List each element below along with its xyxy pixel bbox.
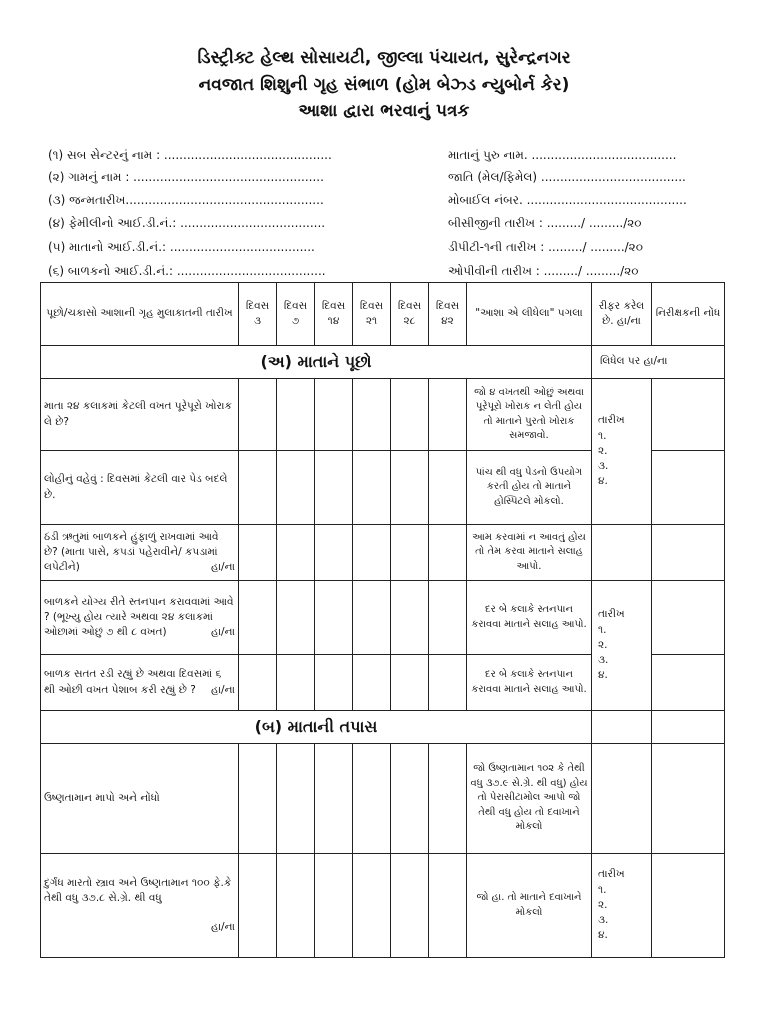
referral-date-label: તારીખ <box>598 608 625 621</box>
info-row <box>36 240 736 260</box>
action-cell: આમ કરવામાં ન આવતું હોય તો તેમ કરવા માતાને સલાહ આપો. <box>467 525 592 581</box>
day-number: ૩ <box>254 315 261 327</box>
question-cell <box>41 525 239 581</box>
day-check-cell[interactable] <box>277 525 315 581</box>
yes-no-option[interactable]: હા/ના <box>211 626 235 639</box>
info-field-right[interactable]: બીસીજીની તારીખ : ........./ ........./૨૦ <box>448 216 642 230</box>
day-column-header <box>391 283 429 346</box>
info-field-left[interactable]: (૨) ગામનું નામ : .................................................. <box>48 170 324 184</box>
referral-cell[interactable] <box>592 581 652 711</box>
column-note-header: નિરીક્ષકની નોંધ <box>652 283 725 346</box>
day-check-cell[interactable] <box>315 581 353 655</box>
district-title: ડિસ્ટ્રીક્ટ હેલ્થ સોસાયટી, જીલ્લા પંચાયત, સુરેન્દ્રનગર <box>197 48 571 68</box>
note-cell[interactable] <box>652 854 725 958</box>
table-row <box>41 581 725 655</box>
question-text: બાળકને યોગ્ય રીતે સ્તનપાન કરાવવામાં આવે ? (ભૂખ્યુ હોય ત્યારે અથવા ૨૪ કલાકમાં ઓછામાં ઓછું ૭ થી ૮ વખત) <box>44 595 234 639</box>
day-column-header <box>353 283 391 346</box>
question-cell <box>41 854 239 958</box>
referral-cell[interactable] <box>592 854 652 958</box>
day-check-cell[interactable] <box>391 379 429 451</box>
day-check-cell[interactable] <box>353 379 391 451</box>
referral-item: ૪. <box>598 929 608 942</box>
action-cell: દર બે કલાકે સ્તનપાન કરાવવા માતાને સલાહ આપો. <box>467 581 592 655</box>
info-row <box>36 216 736 236</box>
day-check-cell[interactable] <box>391 581 429 655</box>
day-check-cell[interactable] <box>353 581 391 655</box>
day-check-cell[interactable] <box>391 854 429 958</box>
day-check-cell[interactable] <box>353 854 391 958</box>
info-row <box>36 148 736 168</box>
referral-cell[interactable] <box>592 744 652 854</box>
table-row <box>41 854 725 958</box>
day-check-cell[interactable] <box>315 525 353 581</box>
day-check-cell[interactable] <box>239 655 277 711</box>
info-field-left[interactable]: (૩) જન્મતારીખ.................................................... <box>48 193 324 207</box>
action-cell: દર બે કલાકે સ્તનપાન કરાવવા માતાને સલાહ આપો. <box>467 655 592 711</box>
referral-item: ૨. <box>598 444 608 457</box>
day-number: ૨૮ <box>403 315 416 327</box>
referral-item: ૪. <box>598 475 608 488</box>
info-field-left[interactable]: (૫) માતાનો આઈ.ડી.નં.: ...................................... <box>48 240 315 254</box>
note-cell[interactable] <box>652 451 725 525</box>
question-cell <box>41 581 239 655</box>
table-row <box>41 379 725 451</box>
action-cell: પાંચ થી વધુ પેડનો ઉપયોગ કરતી હોય તો માતાને હોસ્પિટલે મોકલો. <box>467 451 592 525</box>
section-b-title: (બ) માતાની તપાસ <box>41 711 592 744</box>
day-check-cell[interactable] <box>239 451 277 525</box>
day-check-cell[interactable] <box>429 451 467 525</box>
referral-item: ૧. <box>598 623 607 636</box>
section-b-row <box>41 711 725 744</box>
referral-item: ૩. <box>598 654 609 667</box>
form-subtitle: નવજાત શિશુની ગૃહ સંભાળ (હોમ બેઝ્ડ ન્યુબોર્ન કેર) <box>198 75 570 95</box>
referral-item: ૩. <box>598 460 609 473</box>
visit-table <box>40 282 725 958</box>
day-check-cell[interactable] <box>239 581 277 655</box>
day-check-cell[interactable] <box>239 854 277 958</box>
day-number: ૪૨ <box>441 315 454 327</box>
section-a-row <box>41 346 725 379</box>
day-check-cell[interactable] <box>429 744 467 854</box>
form-heading: આશા દ્વારા ભરવાનું પત્રક <box>298 101 470 121</box>
question-text: ઉષ્ણતામાન માપો અને નોંધો <box>44 791 160 804</box>
day-check-cell[interactable] <box>277 581 315 655</box>
info-field-right[interactable]: મોબાઈલ નંબર. .......................................... <box>448 193 687 207</box>
info-field-right[interactable]: ઓપીવીની તારીખ : ........./ ........./૨૦ <box>448 264 639 278</box>
question-cell <box>41 451 239 525</box>
day-check-cell[interactable] <box>277 379 315 451</box>
question-cell <box>41 744 239 854</box>
day-column-header <box>315 283 353 346</box>
yes-no-option[interactable]: હા/ના <box>211 683 235 696</box>
day-check-cell[interactable] <box>429 854 467 958</box>
note-cell[interactable] <box>652 744 725 854</box>
day-word: દિવસ <box>397 299 422 312</box>
note-cell[interactable] <box>652 379 725 451</box>
referral-cell[interactable] <box>592 525 652 581</box>
info-field-left[interactable]: (૬) બાળકનો આઈ.ડી.નં.: ....................................... <box>48 264 326 278</box>
day-check-cell[interactable] <box>429 525 467 581</box>
column-question-header: પૂછો/ચકાસો આશાની ગૃહ મુલાકાતની તારીખ <box>41 283 239 346</box>
day-check-cell[interactable] <box>315 655 353 711</box>
column-referral-header: રીફર કરેલ છે. હા/ના <box>592 283 652 346</box>
day-check-cell[interactable] <box>429 379 467 451</box>
info-field-left[interactable]: (૧) સબ સેન્ટરનું નામ : ............................................ <box>48 148 332 162</box>
day-check-cell[interactable] <box>277 655 315 711</box>
referral-date-label: તારીખ <box>598 414 625 427</box>
info-row <box>36 193 736 213</box>
info-field-right[interactable]: ડીપીટી-૧ની તારીખ : ........./ ........./૨૦ <box>448 240 643 254</box>
day-check-cell[interactable] <box>429 655 467 711</box>
note-cell[interactable] <box>652 655 725 711</box>
referral-item: ૧. <box>598 883 607 896</box>
referral-item: ૪. <box>598 669 608 682</box>
day-check-cell[interactable] <box>315 451 353 525</box>
column-action-header: "આશા એ લીધેલા" પગલા <box>467 283 592 346</box>
table-row <box>41 744 725 854</box>
day-check-cell[interactable] <box>353 451 391 525</box>
day-check-cell[interactable] <box>277 744 315 854</box>
day-column-header <box>277 283 315 346</box>
info-field-right[interactable]: જાતિ (મેલ/ફિમેલ) ...................................... <box>448 170 686 184</box>
day-check-cell[interactable] <box>391 744 429 854</box>
day-check-cell[interactable] <box>277 854 315 958</box>
question-cell <box>41 655 239 711</box>
day-check-cell[interactable] <box>353 655 391 711</box>
day-column-header <box>239 283 277 346</box>
day-word: દિવસ <box>435 299 460 312</box>
referral-item: ૧. <box>598 429 607 442</box>
day-number: ૨૧ <box>365 315 378 327</box>
day-check-cell[interactable] <box>429 581 467 655</box>
info-field-left[interactable]: (૪) ફેમીલીનો આઈ.ડી.નં.: ...................................... <box>48 216 326 230</box>
day-check-cell[interactable] <box>239 379 277 451</box>
day-number: ૭ <box>291 315 300 327</box>
info-row <box>36 264 736 284</box>
day-check-cell[interactable] <box>277 451 315 525</box>
day-word: દિવસ <box>283 299 308 312</box>
day-word: દિવસ <box>359 299 384 312</box>
day-check-cell[interactable] <box>315 744 353 854</box>
section-a-title: (અ) માતાને પૂછો <box>41 346 592 379</box>
yes-no-option[interactable]: હા/ના <box>211 921 235 934</box>
referral-item: ૨. <box>598 638 608 651</box>
day-check-cell[interactable] <box>239 525 277 581</box>
question-text: માતા ૨૪ કલાકમાં કેટલી વખત પૂરેપૂરો ખોરાક લે છે? <box>44 400 232 428</box>
question-cell <box>41 379 239 451</box>
info-field-right[interactable]: માતાનું પુરુ નામ. ...................................... <box>448 148 677 162</box>
referral-date-label: તારીખ <box>598 868 625 881</box>
referral-item: ૩. <box>598 914 609 927</box>
question-text: લોહીનું વહેવું : દિવસમાં કેટલી વાર પેડ બદલે છે. <box>44 473 228 501</box>
day-check-cell[interactable] <box>315 379 353 451</box>
note-cell[interactable] <box>652 525 725 581</box>
day-check-cell[interactable] <box>391 525 429 581</box>
table-row <box>41 525 725 581</box>
action-cell: જો ઉષ્ણતામાન ૧૦૨ કે તેથી વધુ ૩૭.૯ સે.ગ્રે. થી વધુ) હોય તો પેરાસીટામોલ આપો જો તેથી વધુ હોય તો દવાખાને મોકલો <box>467 744 592 854</box>
day-word: દિવસ <box>321 299 346 312</box>
question-text: બાળક સતત રડી રહ્યું છે અથવા દિવસમાં ૬ થી ઓછી વખત પેશાબ કરી રહ્યું છે ? <box>44 668 222 696</box>
yes-no-option[interactable]: હા/ના <box>211 561 235 574</box>
referral-item: ૨. <box>598 898 608 911</box>
day-check-cell[interactable] <box>353 744 391 854</box>
referral-cell[interactable] <box>592 379 652 525</box>
day-column-header <box>429 283 467 346</box>
day-word: દિવસ <box>245 299 270 312</box>
day-check-cell[interactable] <box>391 451 429 525</box>
action-cell: જો હા. તો માતાને દવાખાને મોકલો <box>467 854 592 958</box>
day-check-cell[interactable] <box>353 525 391 581</box>
day-check-cell[interactable] <box>391 655 429 711</box>
day-number: ૧૪ <box>327 315 340 327</box>
info-row <box>36 170 736 190</box>
question-text: ઠંડી ઋતુમાં બાળકને હુંફાળું રાખવામાં આવે છે? (માતા પાસે, કપડાં પહેરાવીને/ કપડામાં લપેટીને) <box>44 530 219 574</box>
referral-cell[interactable] <box>592 711 652 744</box>
note-cell[interactable] <box>652 711 725 744</box>
day-check-cell[interactable] <box>239 744 277 854</box>
day-check-cell[interactable] <box>315 854 353 958</box>
note-cell[interactable] <box>652 581 725 655</box>
table-header-row <box>41 283 725 346</box>
question-text: દુર્ગંધ મારતો સ્ત્રાવ અને ઉષ્ણતામાન ૧૦૦ ફે.કે તેથી વધુ ૩૭.૮ સે.ગ્રે. થી વધુ <box>44 876 232 904</box>
action-cell: જો ૪ વખતથી ઓછું અથવા પૂરેપૂરો ખોરાક ન લેતી હોય તો માતાને પુરતો ખોરાક સમજાવો. <box>467 379 592 451</box>
section-a-note: લિધેલ પર હા/ના <box>592 346 725 379</box>
